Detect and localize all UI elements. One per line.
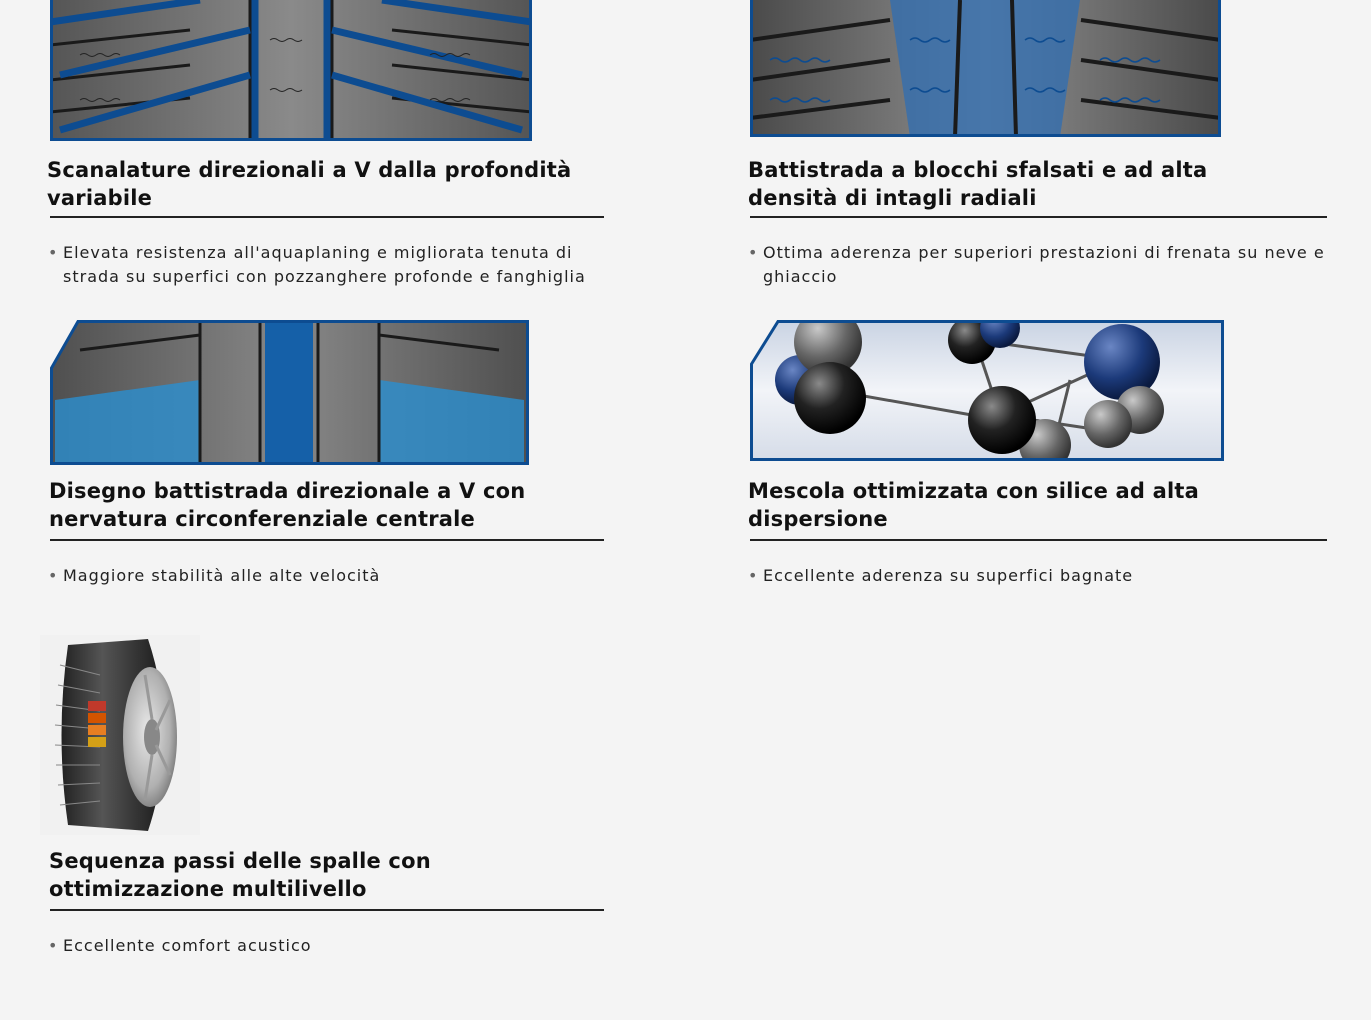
divider [50,909,604,911]
bullet-text: Eccellente aderenza su superfici bagnate [763,566,1134,585]
feature-title: Disegno battistrada direzionale a V con nervatura circonferenziale centrale [49,479,526,531]
bullet-item [48,934,603,958]
tread-v-grooves-image [50,0,532,141]
feature-title: Mescola ottimizzata con silice ad alta dispersione [748,479,1200,531]
bullet-item [748,564,1333,588]
feature-title: Scanalature direzionali a V dalla profondità variabile [47,158,572,210]
bullet-text: Maggiore stabilità alle alte velocità [63,566,381,585]
bullet-text: Ottima aderenza per superiori prestazioni di frenata su neve e ghiaccio [763,243,1325,286]
feature-title: Sequenza passi delle spalle con ottimizzazione multilivello [49,849,431,901]
divider [50,539,604,541]
feature-title: Battistrada a blocchi sfalsati e ad alta densità di intagli radiali [748,158,1208,210]
bullet-item [748,241,1333,289]
divider [50,216,604,218]
divider [750,539,1327,541]
bullet-icon: • [48,936,59,955]
bullet-item [48,241,593,289]
bullet-icon: • [48,566,59,585]
bullet-icon: • [748,566,759,585]
bullet-text: Elevata resistenza all'aquaplaning e migliorata tenuta di strada su superfici con pozzanghere profonde e fanghiglia [63,243,586,286]
tire-wheel-image [40,635,200,835]
bullet-item [48,564,603,588]
tread-sipes-image [750,0,1221,137]
tread-center-rib-image [50,320,529,465]
bullet-icon: • [48,243,59,262]
bullet-icon: • [748,243,759,262]
bullet-text: Eccellente comfort acustico [63,936,312,955]
divider [750,216,1327,218]
silica-molecule-image [750,320,1224,461]
